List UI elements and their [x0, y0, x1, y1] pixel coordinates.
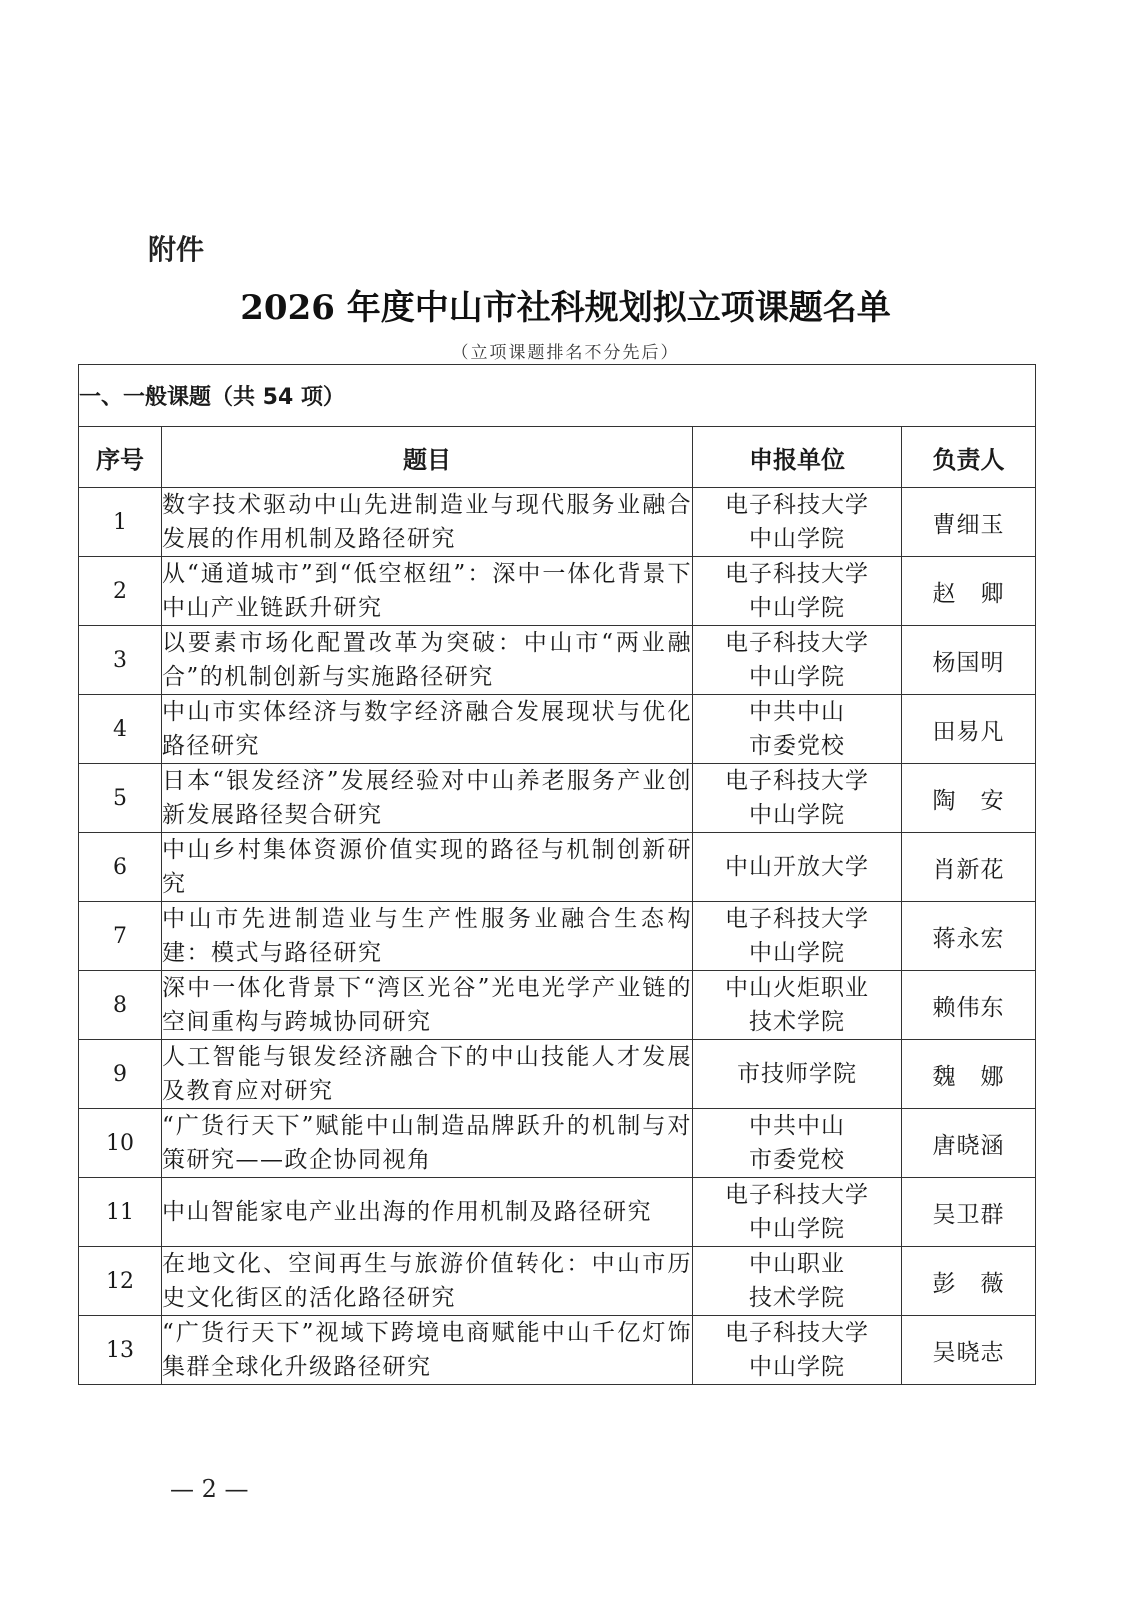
- column-header-topic: 题目: [162, 427, 693, 488]
- row-topic: 中山乡村集体资源价值实现的路径与机制创新研究: [162, 833, 693, 902]
- row-topic: “广货行天下”视域下跨境电商赋能中山千亿灯饰集群全球化升级路径研究: [162, 1316, 693, 1385]
- row-person: 彭 薇: [902, 1247, 1036, 1316]
- table-header-row: [79, 427, 1036, 488]
- table-row: [79, 626, 1036, 695]
- row-unit-line1: 中山火炬职业: [725, 975, 869, 1001]
- row-seq: 12: [79, 1247, 162, 1316]
- row-seq: 10: [79, 1109, 162, 1178]
- row-seq: 5: [79, 764, 162, 833]
- row-seq: 8: [79, 971, 162, 1040]
- column-header-person: 负责人: [902, 427, 1036, 488]
- row-unit-line1: 中山职业: [749, 1251, 845, 1277]
- row-unit: [693, 557, 902, 626]
- row-topic: 在地文化、空间再生与旅游价值转化：中山市历史文化街区的活化路径研究: [162, 1247, 693, 1316]
- row-unit-line2: 中山学院: [749, 940, 845, 966]
- page-number: — 2 —: [170, 1475, 249, 1503]
- row-unit: [693, 1247, 902, 1316]
- row-unit: [693, 626, 902, 695]
- row-unit: [693, 695, 902, 764]
- table-row: [79, 764, 1036, 833]
- row-unit-line1: 电子科技大学: [725, 906, 869, 932]
- project-list-table: [78, 364, 1036, 1385]
- row-unit: [693, 1109, 902, 1178]
- row-topic: 中山智能家电产业出海的作用机制及路径研究: [162, 1178, 693, 1247]
- row-person: 曹细玉: [902, 488, 1036, 557]
- row-unit-line2: 中山学院: [749, 595, 845, 621]
- row-unit-line2: 中山学院: [749, 1216, 845, 1242]
- row-topic: 中山市实体经济与数字经济融合发展现状与优化路径研究: [162, 695, 693, 764]
- row-unit: [693, 1178, 902, 1247]
- table-row: [79, 902, 1036, 971]
- row-unit-line2: 中山学院: [749, 802, 845, 828]
- row-unit-line1: 电子科技大学: [725, 561, 869, 587]
- row-seq: 13: [79, 1316, 162, 1385]
- row-topic: 以要素市场化配置改革为突破：中山市“两业融合”的机制创新与实施路径研究: [162, 626, 693, 695]
- row-seq: 7: [79, 902, 162, 971]
- row-unit-line1: 市技师学院: [737, 1061, 857, 1087]
- row-unit-line1: 中共中山: [749, 1113, 845, 1139]
- row-topic: 从“通道城市”到“低空枢纽”：深中一体化背景下中山产业链跃升研究: [162, 557, 693, 626]
- row-topic: 数字技术驱动中山先进制造业与现代服务业融合发展的作用机制及路径研究: [162, 488, 693, 557]
- table-row: [79, 1316, 1036, 1385]
- row-unit-line2: 中山学院: [749, 1354, 845, 1380]
- row-unit-line2: 市委党校: [749, 733, 845, 759]
- row-unit: [693, 902, 902, 971]
- column-header-seq: 序号: [79, 427, 162, 488]
- row-unit-line1: 电子科技大学: [725, 1182, 869, 1208]
- table-row: [79, 557, 1036, 626]
- document-subtitle: （立项课题排名不分先后）: [451, 343, 680, 363]
- table-row: [79, 488, 1036, 557]
- row-topic: 中山市先进制造业与生产性服务业融合生态构建：模式与路径研究: [162, 902, 693, 971]
- row-unit-line1: 电子科技大学: [725, 1320, 869, 1346]
- row-unit-line2: 市委党校: [749, 1147, 845, 1173]
- table-row: [79, 1040, 1036, 1109]
- row-unit: [693, 764, 902, 833]
- row-person: 吴卫群: [902, 1178, 1036, 1247]
- row-unit-line2: 中山学院: [749, 526, 845, 552]
- row-unit: [693, 488, 902, 557]
- row-unit-line1: 中共中山: [749, 699, 845, 725]
- column-header-unit: 申报单位: [693, 427, 902, 488]
- row-person: 肖新花: [902, 833, 1036, 902]
- row-seq: 6: [79, 833, 162, 902]
- row-unit: [693, 833, 902, 902]
- table-row: [79, 1247, 1036, 1316]
- row-unit-line1: 中山开放大学: [725, 854, 869, 880]
- row-person: 杨国明: [902, 626, 1036, 695]
- row-person: 陶 安: [902, 764, 1036, 833]
- row-person: 魏 娜: [902, 1040, 1036, 1109]
- section-heading: 一、一般课题（共 54 项）: [79, 365, 1036, 427]
- row-unit: [693, 971, 902, 1040]
- row-person: 田易凡: [902, 695, 1036, 764]
- row-unit-line1: 电子科技大学: [725, 492, 869, 518]
- row-seq: 11: [79, 1178, 162, 1247]
- row-unit-line2: 中山学院: [749, 664, 845, 690]
- row-seq: 9: [79, 1040, 162, 1109]
- section-row: [79, 365, 1036, 427]
- row-seq: 2: [79, 557, 162, 626]
- row-unit-line1: 电子科技大学: [725, 768, 869, 794]
- row-person: 赵 卿: [902, 557, 1036, 626]
- table-row: [79, 695, 1036, 764]
- row-person: 蒋永宏: [902, 902, 1036, 971]
- row-unit: [693, 1040, 902, 1109]
- attachment-label: 附件: [148, 233, 205, 266]
- row-unit-line1: 电子科技大学: [725, 630, 869, 656]
- row-unit-line2: 技术学院: [749, 1009, 845, 1035]
- row-seq: 3: [79, 626, 162, 695]
- row-seq: 1: [79, 488, 162, 557]
- row-unit-line2: 技术学院: [749, 1285, 845, 1311]
- document-title: 2026 年度中山市社科规划拟立项课题名单: [240, 288, 891, 328]
- table-row: [79, 1109, 1036, 1178]
- row-person: 吴晓志: [902, 1316, 1036, 1385]
- row-topic: 深中一体化背景下“湾区光谷”光电光学产业链的空间重构与跨城协同研究: [162, 971, 693, 1040]
- row-seq: 4: [79, 695, 162, 764]
- row-topic: 人工智能与银发经济融合下的中山技能人才发展及教育应对研究: [162, 1040, 693, 1109]
- table-row: [79, 1178, 1036, 1247]
- row-topic: “广货行天下”赋能中山制造品牌跃升的机制与对策研究——政企协同视角: [162, 1109, 693, 1178]
- table-row: [79, 971, 1036, 1040]
- row-unit: [693, 1316, 902, 1385]
- table-row: [79, 833, 1036, 902]
- row-person: 唐晓涵: [902, 1109, 1036, 1178]
- row-topic: 日本“银发经济”发展经验对中山养老服务产业创新发展路径契合研究: [162, 764, 693, 833]
- row-person: 赖伟东: [902, 971, 1036, 1040]
